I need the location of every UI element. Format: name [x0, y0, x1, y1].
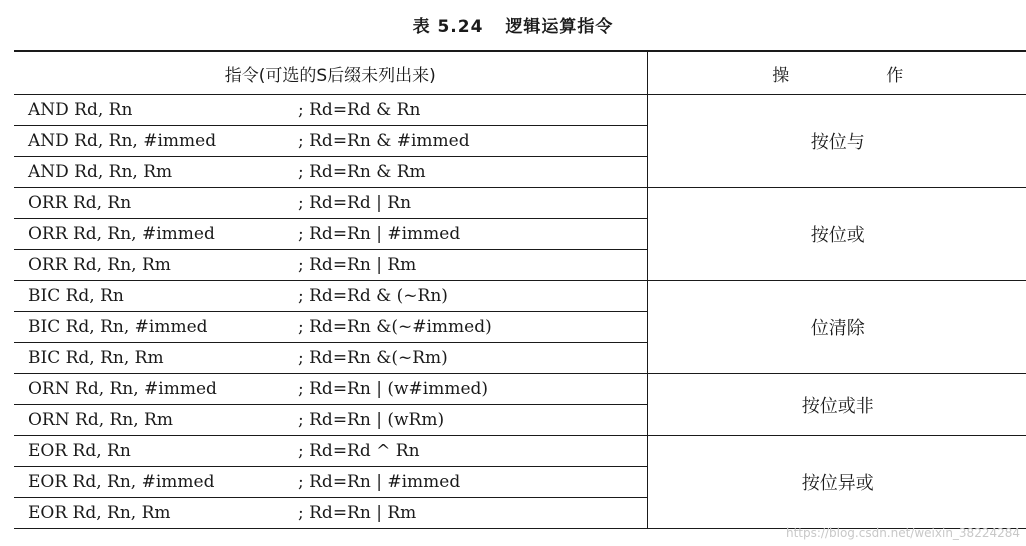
- operation-cell: 按位异或: [647, 436, 1026, 529]
- instruction-syntax: EOR Rd, Rn, Rm: [28, 503, 171, 523]
- instruction-cell: [14, 436, 647, 467]
- instruction-cell: [14, 312, 647, 343]
- table-row: [14, 95, 1026, 126]
- instruction-syntax: ORR Rd, Rn: [28, 193, 132, 213]
- instruction-effect: ; Rd=Rn | Rm: [298, 255, 417, 275]
- header-row: [14, 51, 1026, 95]
- instruction-syntax: BIC Rd, Rn: [28, 286, 124, 306]
- table-title: 逻辑运算指令: [505, 17, 614, 37]
- instruction-cell: [14, 405, 647, 436]
- instruction-cell: [14, 343, 647, 374]
- instruction-cell: [14, 157, 647, 188]
- instruction-cell: [14, 219, 647, 250]
- instruction-cell: [14, 188, 647, 219]
- instruction-cell: [14, 126, 647, 157]
- table-number: 表 5.24: [412, 17, 484, 37]
- instruction-cell: [14, 498, 647, 529]
- instruction-effect: ; Rd=Rn | Rm: [298, 503, 417, 523]
- table-row: [14, 188, 1026, 219]
- instruction-syntax: ORN Rd, Rn, Rm: [28, 410, 173, 430]
- table-row: [14, 281, 1026, 312]
- instruction-syntax: AND Rd, Rn, #immed: [28, 131, 217, 151]
- logic-instruction-table: [14, 50, 1026, 529]
- table-row: [14, 374, 1026, 405]
- instruction-effect: ; Rd=Rn &(~#immed): [298, 317, 492, 337]
- table-caption: [0, 12, 1026, 37]
- instruction-syntax: BIC Rd, Rn, #immed: [28, 317, 208, 337]
- instruction-effect: ; Rd=Rn & Rm: [298, 162, 426, 182]
- operation-cell: 按位与: [647, 95, 1026, 188]
- instruction-effect: ; Rd=Rn | #immed: [298, 224, 461, 244]
- instruction-cell: [14, 467, 647, 498]
- instruction-syntax: EOR Rd, Rn, #immed: [28, 472, 215, 492]
- instruction-effect: ; Rd=Rn | (wRm): [298, 410, 445, 430]
- instruction-effect: ; Rd=Rd ^ Rn: [298, 441, 420, 461]
- instruction-cell: [14, 281, 647, 312]
- table-row: [14, 436, 1026, 467]
- instruction-effect: ; Rd=Rd & (~Rn): [298, 286, 448, 306]
- operation-column-header: 操 作: [647, 51, 1026, 95]
- operation-cell: 按位或: [647, 188, 1026, 281]
- instruction-effect: ; Rd=Rn | #immed: [298, 472, 461, 492]
- instruction-syntax: BIC Rd, Rn, Rm: [28, 348, 164, 368]
- operation-cell: 按位或非: [647, 374, 1026, 436]
- operation-cell: 位清除: [647, 281, 1026, 374]
- instruction-column-header: 指令(可选的S后缀未列出来): [14, 51, 647, 95]
- instruction-syntax: EOR Rd, Rn: [28, 441, 131, 461]
- instruction-cell: [14, 250, 647, 281]
- instruction-effect: ; Rd=Rn | (w#immed): [298, 379, 489, 399]
- instruction-syntax: AND Rd, Rn: [28, 100, 133, 120]
- table-body: [14, 95, 1026, 529]
- instruction-syntax: ORR Rd, Rn, #immed: [28, 224, 215, 244]
- instruction-cell: [14, 95, 647, 126]
- instruction-syntax: ORR Rd, Rn, Rm: [28, 255, 171, 275]
- instruction-syntax: ORN Rd, Rn, #immed: [28, 379, 217, 399]
- watermark: https://blog.csdn.net/weixin_38224284: [785, 526, 1020, 540]
- instruction-effect: ; Rd=Rd & Rn: [298, 100, 421, 120]
- instruction-cell: [14, 374, 647, 405]
- instruction-effect: ; Rd=Rn &(~Rm): [298, 348, 448, 368]
- instruction-syntax: AND Rd, Rn, Rm: [28, 162, 173, 182]
- instruction-effect: ; Rd=Rn & #immed: [298, 131, 470, 151]
- instruction-effect: ; Rd=Rd | Rn: [298, 193, 412, 213]
